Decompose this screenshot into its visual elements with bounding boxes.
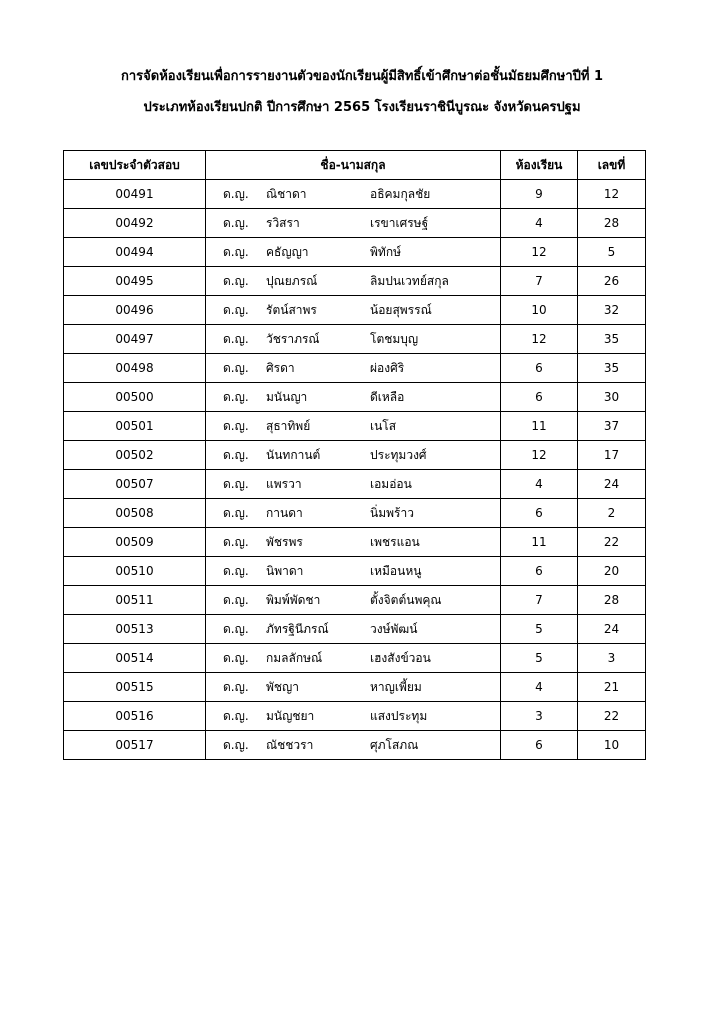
classroom-cell: 7: [501, 586, 578, 615]
name-prefix: ด.ญ.: [223, 622, 249, 636]
table-row: [64, 267, 646, 296]
classroom-cell: 4: [501, 470, 578, 499]
exam-id-cell: 00517: [64, 731, 206, 760]
document-title-line-2: ประเภทห้องเรียนปกติ ปีการศึกษา 2565 โรงเรียนราชินีบูรณะ จังหวัดนครปฐม: [143, 100, 581, 115]
exam-id-cell: 00491: [64, 180, 206, 209]
first-name: แพรวา: [266, 477, 302, 491]
table-row: [64, 702, 646, 731]
last-name: เอมอ่อน: [370, 477, 412, 491]
full-name-cell: [206, 238, 501, 267]
exam-id-cell: 00501: [64, 412, 206, 441]
classroom-cell: 4: [501, 673, 578, 702]
table-row: [64, 383, 646, 412]
last-name: ดีเหลือ: [370, 390, 405, 404]
name-prefix: ด.ญ.: [223, 332, 249, 346]
table-row: [64, 499, 646, 528]
exam-id-cell: 00495: [64, 267, 206, 296]
last-name: ตั้งจิตต์นพคุณ: [370, 593, 442, 607]
first-name: รัตน์สาพร: [266, 303, 317, 317]
first-name: พิมพ์พัดชา: [266, 593, 321, 607]
name-prefix: ด.ญ.: [223, 506, 249, 520]
exam-id-cell: 00511: [64, 586, 206, 615]
first-name: คธัญญา: [266, 245, 309, 259]
classroom-cell: 5: [501, 615, 578, 644]
last-name: ประทุมวงศ์: [370, 448, 427, 462]
full-name-cell: [206, 615, 501, 644]
full-name-cell: [206, 412, 501, 441]
exam-id-cell: 00513: [64, 615, 206, 644]
last-name: น้อยสุพรรณ์: [370, 303, 432, 317]
exam-id-cell: 00502: [64, 441, 206, 470]
exam-id-cell: 00508: [64, 499, 206, 528]
header-full-name: ชื่อ-นามสกุล: [206, 151, 501, 180]
classroom-cell: 12: [501, 441, 578, 470]
last-name: เฮงสังข์วอน: [370, 651, 431, 665]
full-name-cell: [206, 499, 501, 528]
first-name: สุธาทิพย์: [266, 419, 311, 433]
table-row: [64, 615, 646, 644]
last-name: วงษ์พัฒน์: [370, 622, 418, 636]
last-name: เหมือนหนู: [370, 564, 422, 578]
seat-number-cell: 10: [578, 731, 646, 760]
table-row: [64, 180, 646, 209]
name-prefix: ด.ญ.: [223, 419, 249, 433]
classroom-cell: 10: [501, 296, 578, 325]
full-name-cell: [206, 354, 501, 383]
full-name-cell: [206, 528, 501, 557]
table-row: [64, 731, 646, 760]
first-name: ณัชชวรา: [266, 738, 314, 752]
full-name-cell: [206, 383, 501, 412]
last-name: พิทักษ์: [370, 245, 401, 259]
exam-id-cell: 00507: [64, 470, 206, 499]
seat-number-cell: 5: [578, 238, 646, 267]
seat-number-cell: 24: [578, 615, 646, 644]
classroom-cell: 11: [501, 528, 578, 557]
header-exam-id: เลขประจำตัวสอบ: [64, 151, 206, 180]
exam-id-cell: 00514: [64, 644, 206, 673]
table-row: [64, 209, 646, 238]
full-name-cell: [206, 644, 501, 673]
exam-id-cell: 00494: [64, 238, 206, 267]
table-row: [64, 441, 646, 470]
seat-number-cell: 35: [578, 354, 646, 383]
last-name: หาญเพี้ยม: [370, 680, 422, 694]
full-name-cell: [206, 325, 501, 354]
exam-id-cell: 00498: [64, 354, 206, 383]
last-name: ศุภโสภณ: [370, 738, 419, 752]
last-name: แสงประทุม: [370, 709, 428, 723]
table-row: [64, 296, 646, 325]
full-name-cell: [206, 673, 501, 702]
first-name: รวิสรา: [266, 216, 300, 230]
seat-number-cell: 37: [578, 412, 646, 441]
table-header-row: [64, 151, 646, 180]
seat-number-cell: 24: [578, 470, 646, 499]
classroom-cell: 12: [501, 238, 578, 267]
table-row: [64, 586, 646, 615]
first-name: นันทกานต์: [266, 448, 321, 462]
seat-number-cell: 28: [578, 586, 646, 615]
seat-number-cell: 12: [578, 180, 646, 209]
classroom-cell: 7: [501, 267, 578, 296]
name-prefix: ด.ญ.: [223, 303, 249, 317]
seat-number-cell: 35: [578, 325, 646, 354]
classroom-cell: 6: [501, 499, 578, 528]
first-name: กมลลักษณ์: [266, 651, 323, 665]
classroom-cell: 12: [501, 325, 578, 354]
table-row: [64, 673, 646, 702]
name-prefix: ด.ญ.: [223, 477, 249, 491]
first-name: ภัทรฐินีภรณ์: [266, 622, 329, 636]
name-prefix: ด.ญ.: [223, 680, 249, 694]
last-name: ลิมปนเวทย์สกุล: [370, 274, 449, 288]
seat-number-cell: 20: [578, 557, 646, 586]
first-name: มนัญชยา: [266, 709, 315, 723]
first-name: นิพาดา: [266, 564, 304, 578]
last-name: เรขาเศรษฐ์: [370, 216, 429, 230]
table-row: [64, 412, 646, 441]
table-row: [64, 470, 646, 499]
full-name-cell: [206, 180, 501, 209]
full-name-cell: [206, 586, 501, 615]
seat-number-cell: 26: [578, 267, 646, 296]
student-room-table: [63, 150, 646, 760]
name-prefix: ด.ญ.: [223, 274, 249, 288]
last-name: เพชรแอน: [370, 535, 420, 549]
classroom-cell: 6: [501, 731, 578, 760]
last-name: ผ่องศิริ: [370, 361, 405, 375]
exam-id-cell: 00500: [64, 383, 206, 412]
first-name: ศิรดา: [266, 361, 295, 375]
name-prefix: ด.ญ.: [223, 651, 249, 665]
table-row: [64, 528, 646, 557]
first-name: ณิชาดา: [266, 187, 307, 201]
full-name-cell: [206, 441, 501, 470]
full-name-cell: [206, 296, 501, 325]
last-name: โตชมบุญ: [370, 332, 419, 346]
header-seat-number: เลขที่: [578, 151, 646, 180]
classroom-cell: 11: [501, 412, 578, 441]
exam-id-cell: 00492: [64, 209, 206, 238]
exam-id-cell: 00496: [64, 296, 206, 325]
name-prefix: ด.ญ.: [223, 187, 249, 201]
name-prefix: ด.ญ.: [223, 361, 249, 375]
classroom-cell: 4: [501, 209, 578, 238]
exam-id-cell: 00510: [64, 557, 206, 586]
seat-number-cell: 32: [578, 296, 646, 325]
seat-number-cell: 21: [578, 673, 646, 702]
full-name-cell: [206, 470, 501, 499]
exam-id-cell: 00497: [64, 325, 206, 354]
first-name: ปุณยภรณ์: [266, 274, 318, 288]
name-prefix: ด.ญ.: [223, 448, 249, 462]
full-name-cell: [206, 209, 501, 238]
seat-number-cell: 22: [578, 528, 646, 557]
classroom-cell: 6: [501, 383, 578, 412]
name-prefix: ด.ญ.: [223, 535, 249, 549]
seat-number-cell: 28: [578, 209, 646, 238]
first-name: กานดา: [266, 506, 303, 520]
table-row: [64, 238, 646, 267]
name-prefix: ด.ญ.: [223, 390, 249, 404]
first-name: พัชรพร: [266, 535, 303, 549]
exam-id-cell: 00509: [64, 528, 206, 557]
first-name: มนันญา: [266, 390, 308, 404]
table-row: [64, 325, 646, 354]
name-prefix: ด.ญ.: [223, 245, 249, 259]
seat-number-cell: 30: [578, 383, 646, 412]
classroom-cell: 9: [501, 180, 578, 209]
table-row: [64, 354, 646, 383]
name-prefix: ด.ญ.: [223, 738, 249, 752]
seat-number-cell: 17: [578, 441, 646, 470]
table-body: [64, 180, 646, 760]
classroom-cell: 5: [501, 644, 578, 673]
full-name-cell: [206, 267, 501, 296]
classroom-cell: 6: [501, 557, 578, 586]
exam-id-cell: 00515: [64, 673, 206, 702]
table-row: [64, 644, 646, 673]
classroom-cell: 6: [501, 354, 578, 383]
name-prefix: ด.ญ.: [223, 709, 249, 723]
table-row: [64, 557, 646, 586]
document-title-line-1: การจัดห้องเรียนเพื่อการรายงานตัวของนักเรียนผู้มีสิทธิ์เข้าศึกษาต่อชั้นมัธยมศึกษาปีที่ 1: [120, 69, 604, 84]
full-name-cell: [206, 702, 501, 731]
exam-id-cell: 00516: [64, 702, 206, 731]
full-name-cell: [206, 557, 501, 586]
header-classroom: ห้องเรียน: [501, 151, 578, 180]
seat-number-cell: 3: [578, 644, 646, 673]
last-name: นิ่มพร้าว: [370, 506, 414, 520]
first-name: วัชราภรณ์: [266, 332, 320, 346]
name-prefix: ด.ญ.: [223, 564, 249, 578]
last-name: เนโส: [370, 419, 397, 433]
seat-number-cell: 22: [578, 702, 646, 731]
classroom-cell: 3: [501, 702, 578, 731]
name-prefix: ด.ญ.: [223, 593, 249, 607]
seat-number-cell: 2: [578, 499, 646, 528]
name-prefix: ด.ญ.: [223, 216, 249, 230]
first-name: พัชญา: [266, 680, 300, 694]
full-name-cell: [206, 731, 501, 760]
last-name: อธิคมกุลชัย: [370, 187, 431, 201]
